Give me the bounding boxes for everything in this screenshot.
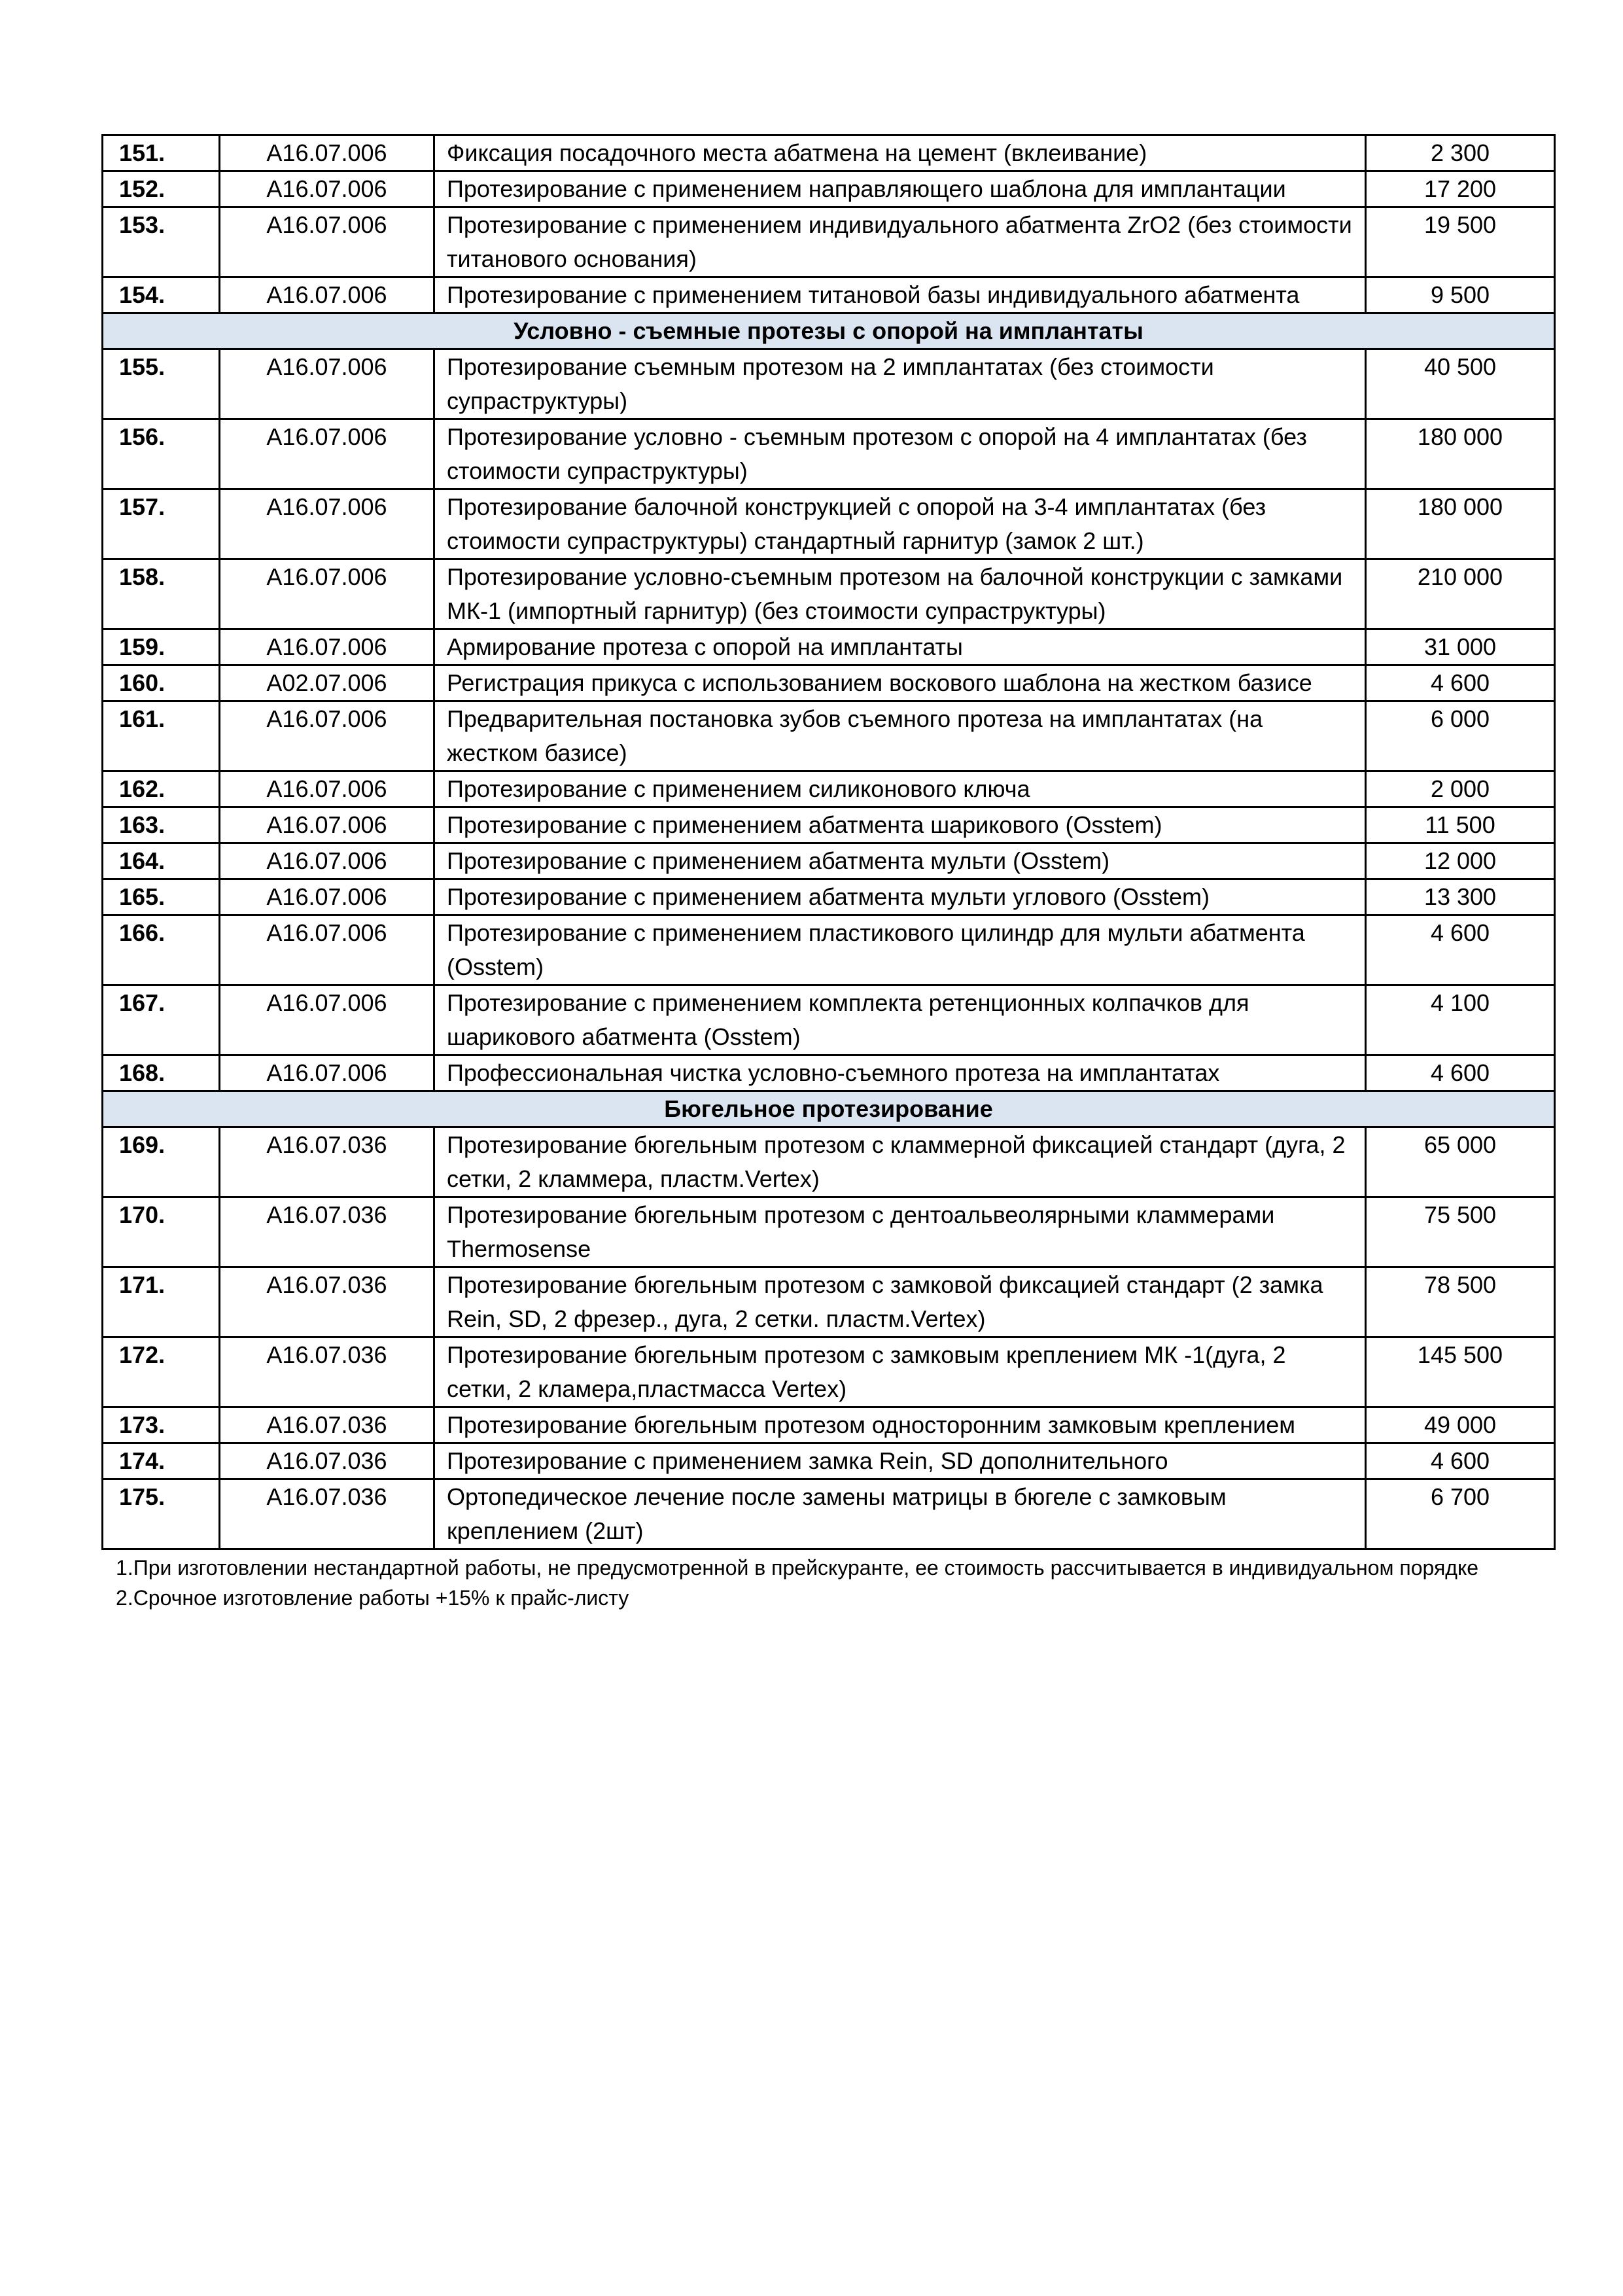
service-code: A16.07.006 <box>220 843 434 879</box>
service-price: 19 500 <box>1366 207 1555 277</box>
service-price: 4 600 <box>1366 1055 1555 1091</box>
row-number: 163. <box>103 807 220 843</box>
service-price: 4 600 <box>1366 665 1555 701</box>
service-price: 145 500 <box>1366 1337 1555 1407</box>
service-description: Протезирование съемным протезом на 2 имплантатах (без стоимости супраструктуры) <box>434 349 1366 419</box>
table-row <box>103 1407 1555 1443</box>
table-row <box>103 349 1555 419</box>
row-number: 172. <box>103 1337 220 1407</box>
service-code: A16.07.006 <box>220 1055 434 1091</box>
row-number: 169. <box>103 1127 220 1197</box>
service-code: A16.07.006 <box>220 701 434 771</box>
service-code: A16.07.006 <box>220 559 434 629</box>
table-row <box>103 771 1555 807</box>
service-price: 6 000 <box>1366 701 1555 771</box>
section-header-row <box>103 1091 1555 1127</box>
table-row <box>103 135 1555 171</box>
service-price: 2 000 <box>1366 771 1555 807</box>
service-code: A16.07.006 <box>220 771 434 807</box>
service-code: A16.07.006 <box>220 915 434 985</box>
service-price: 210 000 <box>1366 559 1555 629</box>
service-description: Протезирование с применением комплекта ретенционных колпачков для шарикового абатмента (Osstem) <box>434 985 1366 1055</box>
footnote: 1.При изготовлении нестандартной работы, не предусмотренной в прейскуранте, ее стоимость рассчитывается в индивидуальном порядке <box>116 1556 1479 1580</box>
table-row <box>103 277 1555 313</box>
table-row <box>103 665 1555 701</box>
service-description: Фиксация посадочного места абатмена на цемент (вклеивание) <box>434 135 1366 171</box>
service-price: 78 500 <box>1366 1267 1555 1337</box>
row-number: 151. <box>103 135 220 171</box>
table-row <box>103 419 1555 489</box>
row-number: 156. <box>103 419 220 489</box>
service-price: 49 000 <box>1366 1407 1555 1443</box>
service-price: 4 100 <box>1366 985 1555 1055</box>
service-code: A16.07.036 <box>220 1479 434 1549</box>
service-price: 9 500 <box>1366 277 1555 313</box>
service-price: 6 700 <box>1366 1479 1555 1549</box>
service-description: Протезирование с применением направляющего шаблона для имплантации <box>434 171 1366 207</box>
service-code: A02.07.006 <box>220 665 434 701</box>
service-description: Регистрация прикуса с использованием воскового шаблона на жестком базисе <box>434 665 1366 701</box>
table-row <box>103 171 1555 207</box>
row-number: 153. <box>103 207 220 277</box>
service-description: Протезирование бюгельным протезом с замковой фиксацией стандарт (2 замка Rein, SD, 2 фрезер., дуга, 2 сетки. пластм.Vertex) <box>434 1267 1366 1337</box>
table-row <box>103 1267 1555 1337</box>
row-number: 157. <box>103 489 220 559</box>
service-code: A16.07.036 <box>220 1337 434 1407</box>
row-number: 175. <box>103 1479 220 1549</box>
service-price: 65 000 <box>1366 1127 1555 1197</box>
price-table <box>101 134 1556 1550</box>
service-price: 180 000 <box>1366 489 1555 559</box>
table-row <box>103 843 1555 879</box>
service-price: 180 000 <box>1366 419 1555 489</box>
service-code: A16.07.036 <box>220 1407 434 1443</box>
service-code: A16.07.006 <box>220 879 434 915</box>
row-number: 165. <box>103 879 220 915</box>
service-price: 75 500 <box>1366 1197 1555 1267</box>
service-price: 11 500 <box>1366 807 1555 843</box>
table-row <box>103 1055 1555 1091</box>
service-price: 12 000 <box>1366 843 1555 879</box>
table-row <box>103 559 1555 629</box>
service-description: Протезирование бюгельным протезом односторонним замковым креплением <box>434 1407 1366 1443</box>
service-description: Протезирование с применением абатмента мульти углового (Osstem) <box>434 879 1366 915</box>
row-number: 155. <box>103 349 220 419</box>
table-row <box>103 1337 1555 1407</box>
row-number: 173. <box>103 1407 220 1443</box>
service-description: Протезирование с применением замка Rein, SD дополнительного <box>434 1443 1366 1479</box>
table-row <box>103 701 1555 771</box>
row-number: 162. <box>103 771 220 807</box>
footnote: 2.Срочное изготовление работы +15% к прайс-листу <box>116 1586 629 1610</box>
service-description: Ортопедическое лечение после замены матрицы в бюгеле с замковым креплением (2шт) <box>434 1479 1366 1549</box>
footnotes <box>101 1553 1541 1613</box>
service-price: 2 300 <box>1366 135 1555 171</box>
row-number: 174. <box>103 1443 220 1479</box>
service-code: A16.07.006 <box>220 985 434 1055</box>
service-code: A16.07.006 <box>220 171 434 207</box>
service-description: Протезирование балочной конструкцией с опорой на 3-4 имплантатах (без стоимости супраструктуры) стандартный гарнитур (замок 2 шт.) <box>434 489 1366 559</box>
service-price: 13 300 <box>1366 879 1555 915</box>
service-description: Протезирование бюгельным протезом с дентоальвеолярными кламмерами Thermosense <box>434 1197 1366 1267</box>
row-number: 166. <box>103 915 220 985</box>
row-number: 168. <box>103 1055 220 1091</box>
service-code: A16.07.006 <box>220 629 434 665</box>
row-number: 167. <box>103 985 220 1055</box>
section-header-row <box>103 313 1555 349</box>
service-code: A16.07.006 <box>220 807 434 843</box>
service-description: Профессиональная чистка условно-съемного протеза на имплантатах <box>434 1055 1366 1091</box>
row-number: 171. <box>103 1267 220 1337</box>
service-code: A16.07.036 <box>220 1197 434 1267</box>
row-number: 160. <box>103 665 220 701</box>
service-description: Протезирование с применением индивидуального абатмента ZrO2 (без стоимости титанового основания) <box>434 207 1366 277</box>
service-price: 31 000 <box>1366 629 1555 665</box>
service-description: Протезирование с применением абатмента шарикового (Osstem) <box>434 807 1366 843</box>
row-number: 170. <box>103 1197 220 1267</box>
service-description: Протезирование с применением абатмента мульти (Osstem) <box>434 843 1366 879</box>
row-number: 158. <box>103 559 220 629</box>
section-title: Бюгельное протезирование <box>103 1091 1555 1127</box>
service-description: Протезирование с применением пластикового цилиндр для мульти абатмента (Osstem) <box>434 915 1366 985</box>
service-description: Армирование протеза с опорой на имплантаты <box>434 629 1366 665</box>
service-code: A16.07.036 <box>220 1127 434 1197</box>
service-code: A16.07.006 <box>220 135 434 171</box>
service-description: Протезирование с применением титановой базы индивидуального абатмента <box>434 277 1366 313</box>
service-code: A16.07.006 <box>220 349 434 419</box>
row-number: 159. <box>103 629 220 665</box>
service-price: 40 500 <box>1366 349 1555 419</box>
table-row <box>103 207 1555 277</box>
table-row <box>103 1197 1555 1267</box>
service-description: Протезирование бюгельным протезом с кламмерной фиксацией стандарт (дуга, 2 сетки, 2 кламмера, пластм.Vertex) <box>434 1127 1366 1197</box>
row-number: 164. <box>103 843 220 879</box>
table-row <box>103 1127 1555 1197</box>
service-code: A16.07.006 <box>220 489 434 559</box>
service-description: Протезирование условно-съемным протезом на балочной конструкции с замками МК-1 (импортный гарнитур) (без стоимости супраструктуры) <box>434 559 1366 629</box>
service-description: Предварительная постановка зубов съемного протеза на имплантатах (на жестком базисе) <box>434 701 1366 771</box>
service-price: 4 600 <box>1366 1443 1555 1479</box>
table-row <box>103 915 1555 985</box>
service-code: A16.07.006 <box>220 277 434 313</box>
table-row <box>103 1443 1555 1479</box>
row-number: 152. <box>103 171 220 207</box>
service-code: A16.07.036 <box>220 1267 434 1337</box>
row-number: 161. <box>103 701 220 771</box>
section-title: Условно - съемные протезы с опорой на имплантаты <box>103 313 1555 349</box>
table-row <box>103 629 1555 665</box>
service-code: A16.07.036 <box>220 1443 434 1479</box>
table-row <box>103 807 1555 843</box>
service-description: Протезирование бюгельным протезом с замковым креплением МК -1(дуга, 2 сетки, 2 кламера,пластмасса Vertex) <box>434 1337 1366 1407</box>
table-row <box>103 985 1555 1055</box>
service-price: 17 200 <box>1366 171 1555 207</box>
table-row <box>103 489 1555 559</box>
service-description: Протезирование с применением силиконового ключа <box>434 771 1366 807</box>
table-row <box>103 1479 1555 1549</box>
service-code: A16.07.006 <box>220 207 434 277</box>
price-list-page <box>101 134 1541 1613</box>
service-code: A16.07.006 <box>220 419 434 489</box>
service-price: 4 600 <box>1366 915 1555 985</box>
table-row <box>103 879 1555 915</box>
row-number: 154. <box>103 277 220 313</box>
service-description: Протезирование условно - съемным протезом с опорой на 4 имплантатах (без стоимости супраструктуры) <box>434 419 1366 489</box>
